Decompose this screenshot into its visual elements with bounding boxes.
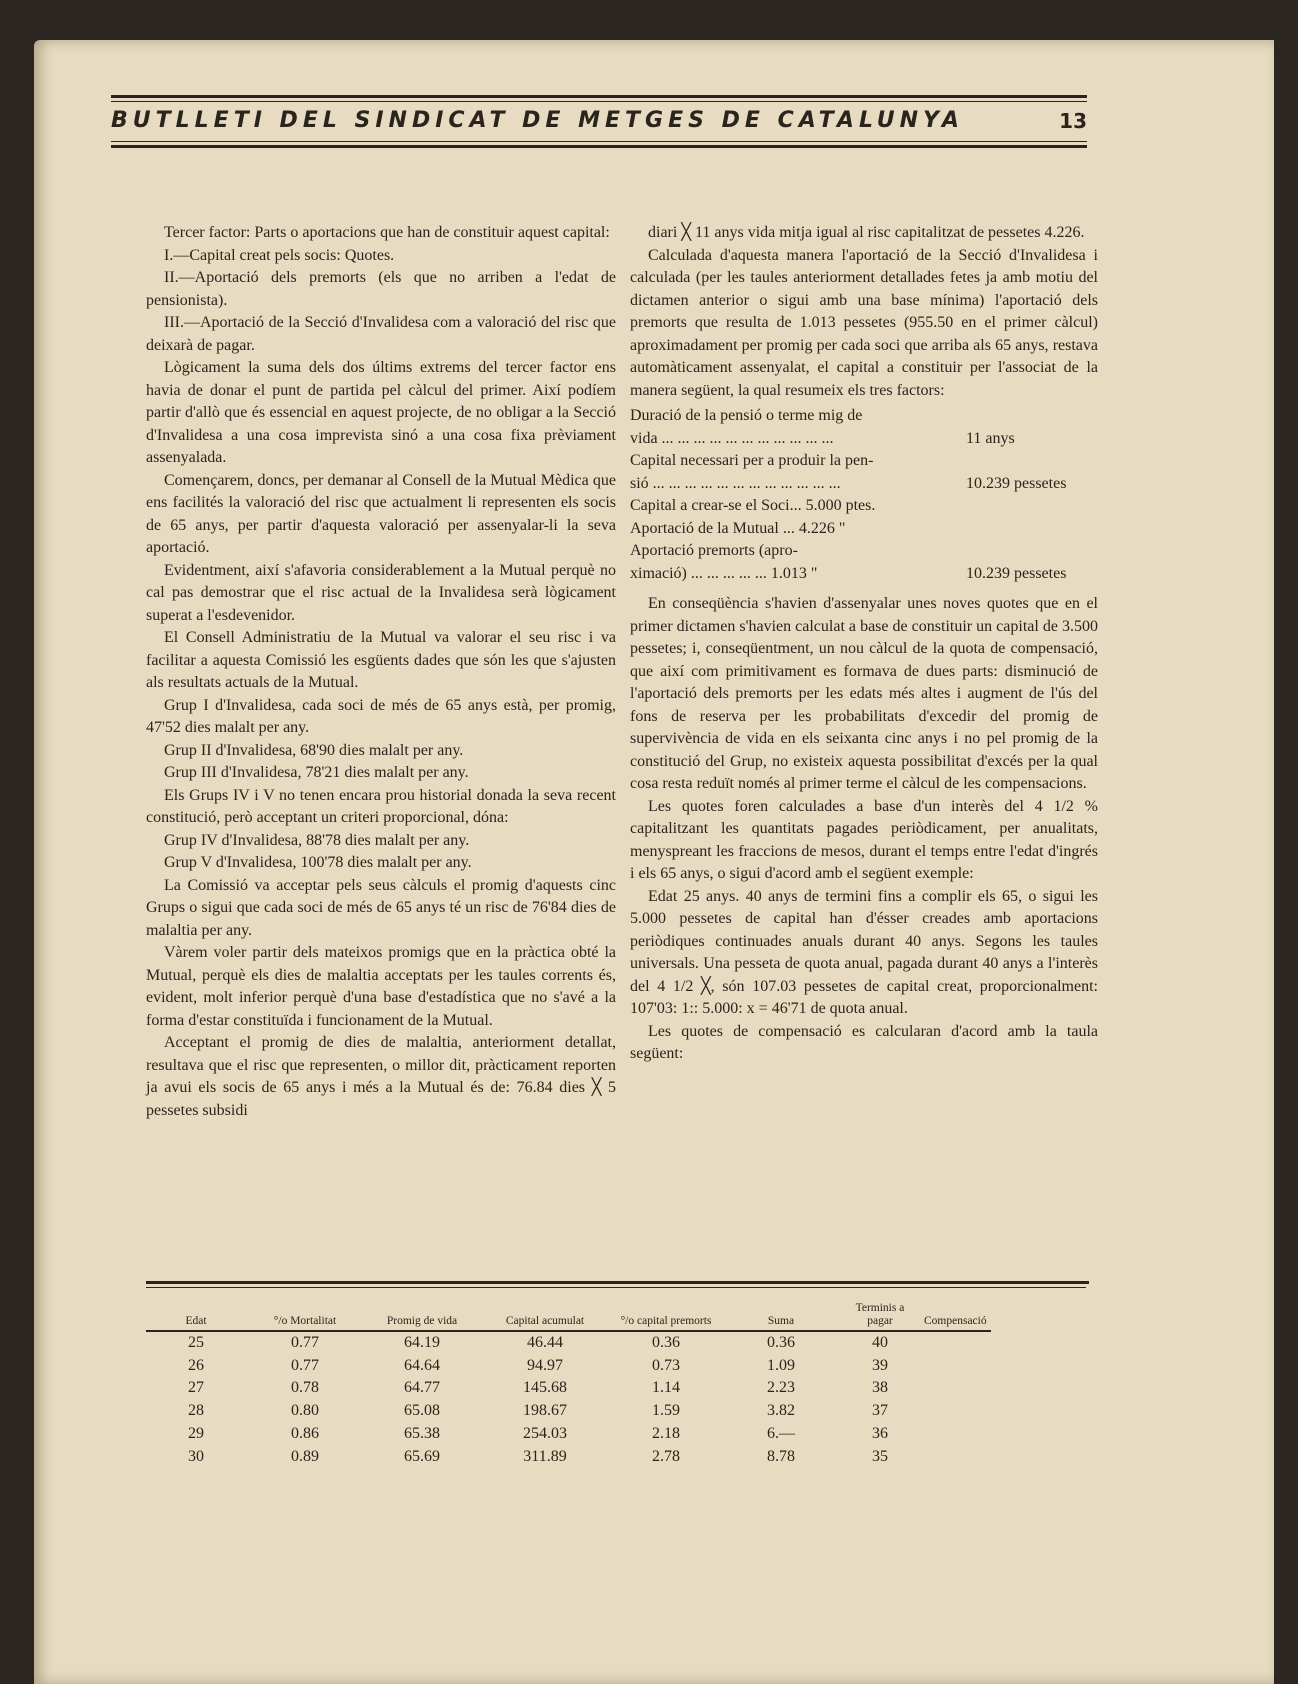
table-cell: 1.14: [652, 1379, 680, 1397]
table-cell: 94.97: [527, 1356, 563, 1374]
paragraph: Grup V d'Invalidesa, 100'78 dies malalt per any.: [164, 854, 472, 871]
factor-label: Capital necessari per a produir la pen-: [630, 452, 874, 469]
table-cell: 145.68: [523, 1379, 567, 1397]
table-cell: 0.36: [767, 1334, 795, 1351]
table-cell: 2.23: [767, 1379, 795, 1397]
journal-title: BUTLLETI DEL SINDICAT DE METGES DE CATALUNYA: [111, 108, 964, 133]
table-cell: 254.03: [523, 1424, 567, 1442]
table-row: [146, 1377, 991, 1400]
table-cell: 0.89: [291, 1447, 319, 1465]
factor-value: [966, 495, 1098, 518]
paragraph: El Consell Administratiu de la Mutual va valorar el seu risc i va facilitar a aquesta Comissió les esgüents dades que són les que s'ajusten als resultats actuals de la Mutual.: [146, 629, 616, 691]
paragraph: Edat 25 anys. 40 anys de termini fins a complir els 65, o sigui les 5.000 pessetes de capital han d'ésser creades amb aportacions periòdiques continuades anuals durant 40 anys. Segons les taules universals. Una pesseta de quota anual, pagada durant 40 anys a l'interès del 4 1/2 ╳, són 107.03 pessetes de capital creat, proporcionalment: 107'03: 1:: 5.000: x = 46'71 de quota anual.: [630, 887, 1098, 1017]
paragraph: Grup II d'Invalidesa, 68'90 dies malalt per any.: [164, 741, 464, 759]
factor-label: ximació) ... ... ... ... ... 1.013 ": [630, 564, 818, 582]
table-cell: 0.77: [291, 1334, 319, 1351]
table-row: [146, 1423, 991, 1446]
factor-label: Aportació de la Mutual ... 4.226 ": [630, 519, 846, 537]
table-row: [146, 1331, 991, 1355]
table-cell: [920, 1400, 991, 1423]
paragraph: Grup IV d'Invalidesa, 88'78 dies malalt per any.: [164, 831, 470, 849]
factor-label: Duració de la pensió o terme mig de: [630, 407, 863, 424]
table-cell: 1.09: [767, 1356, 795, 1374]
table-cell: 35: [872, 1447, 888, 1465]
table-cell: [920, 1446, 991, 1469]
table-cell: 1.59: [652, 1402, 680, 1420]
table-cell: 29: [188, 1424, 204, 1442]
table-cell: 40: [872, 1334, 888, 1351]
table-row: [146, 1355, 991, 1378]
table-cell: 30: [188, 1447, 204, 1465]
table-rule-thin: [146, 1287, 1086, 1288]
table-cell: 64.77: [404, 1379, 440, 1397]
column-header: Suma: [722, 1302, 840, 1331]
table-cell: 65.38: [404, 1424, 440, 1442]
factor-value: [966, 450, 1098, 473]
table-cell: 65.08: [404, 1402, 440, 1420]
factor-value: [966, 518, 1098, 541]
factor-label: Aportació premorts (apro-: [630, 542, 798, 559]
paragraph: Les quotes de compensació es calcularan d'acord amb la taula següent:: [630, 1022, 1098, 1062]
paragraph: Calculada d'aquesta manera l'aportació de la Secció d'Invalidesa i calculada (per les taules anteriorment detallades fetes ja amb motiu del dictamen anterior o sigui amb una base mínima) l'aportació dels premorts que resulta de 1.013 pessetes (955.50 en el primer càlcul) aproximadament per promig per cada soci que arriba als 65 anys, restava automàticament assenyalat, el capital a constituir per l'associat de la manera següent, la qual resumeix els tres factors:: [630, 246, 1098, 399]
table-cell: 64.64: [404, 1356, 440, 1374]
paragraph: Els Grups IV i V no tenen encara prou historial donada la seva recent constitució, però acceptant un criteri proporcional, dóna:: [146, 786, 616, 826]
table-cell: 3.82: [767, 1402, 795, 1420]
factor-value: [966, 540, 1098, 563]
paragraph: I.—Capital creat pels socis: Quotes.: [164, 246, 395, 264]
table-cell: 0.80: [291, 1402, 319, 1420]
factor-value: 10.239 pessetes: [966, 564, 1067, 582]
table-cell: 0.36: [652, 1334, 680, 1351]
paragraph: Començarem, doncs, per demanar al Consell de la Mutual Mèdica que ens facilités la valoració del risc que actualment li representen els socis de 65 anys, per partir d'aquesta valoració per assenyalar-li la seva aportació.: [146, 471, 616, 556]
table-cell: 2.18: [652, 1424, 680, 1442]
paragraph: Les quotes foren calculades a base d'un interès del 4 1/2 % capitalitzant les quantitats pagades periòdicament, per anualitats, menyspreant les fraccions de mesos, durant el temps entre l'edat d'ingrés i els 65 anys, o sigui d'acord amb el següent exemple:: [630, 797, 1098, 882]
paragraph: Lògicament la suma dels dos últims extrems del tercer factor ens havia de donar el punt de partida pel càlcul del primer. Així podíem partir d'allò que és essencial en aquest projecte, de no obligar a la Secció d'Invalidesa a una cosa imprevista sinó a una cosa fixa prèviament assenyalada.: [146, 359, 616, 466]
column-header: Terminis a pagar: [840, 1302, 920, 1331]
table-rule: [146, 1281, 1089, 1284]
table-cell: 311.89: [523, 1447, 567, 1465]
table-cell: 37: [872, 1402, 888, 1420]
paragraph: Grup III d'Invalidesa, 78'21 dies malalt per any.: [164, 764, 469, 781]
header-rule-top: [111, 95, 1087, 98]
header-rule-bottom: [111, 145, 1087, 148]
paragraph: Tercer factor: Parts o aportacions que han de constituir aquest capital:: [164, 224, 610, 241]
table-cell: 0.78: [291, 1379, 319, 1397]
table-cell: [920, 1355, 991, 1378]
table-cell: 64.19: [404, 1334, 440, 1351]
header-rule-bottom-thin: [111, 141, 1087, 142]
table-cell: 28: [188, 1402, 204, 1420]
table-cell: [920, 1377, 991, 1400]
column-header: °/o capital premorts: [610, 1302, 722, 1331]
paragraph: Vàrem voler partir dels mateixos promigs que en la pràctica obté la Mutual, perquè els dies de malaltia acceptats per les taules corrents és, evident, molt inferior perquè d'una base d'estadística que no s'avé a la forma d'estar constituïda i funcionament de la Mutual.: [146, 944, 616, 1029]
table-cell: 198.67: [523, 1402, 567, 1420]
table-cell: 0.86: [291, 1424, 319, 1442]
paragraph: Evidentment, així s'afavoria considerablement a la Mutual perquè no cal pas demostrar que el risc actual de la Invalidesa serà lògicament superat a l'esdevenidor.: [146, 561, 616, 624]
paragraph: Acceptant el promig de dies de malaltia, anteriorment detallat, resultava que el risc que representen, o millor dit, pràcticament reporten ja avui els socis de 65 anys i més a la Mutual és de: 76.84 dies ╳ 5 pessetes subsidi: [146, 1034, 616, 1119]
page-number: 13: [1059, 108, 1087, 133]
column-header: Promig de vida: [364, 1302, 480, 1331]
factor-label: vida ... ... ... ... ... ... ... ... ... ... ...: [630, 429, 834, 447]
table-cell: 38: [872, 1379, 888, 1397]
table-cell: 26: [188, 1356, 204, 1374]
table-cell: 36: [872, 1424, 888, 1442]
column-header: Capital acumulat: [480, 1302, 610, 1331]
table-cell: 6.—: [767, 1424, 795, 1442]
paragraph: En conseqüència s'havien d'assenyalar unes noves quotes que en el primer dictamen s'havien calculat a base de constituir un capital de 3.500 pessetes; i, conseqüentment, un nou càlcul de la quota de compensació, que així com primitivament es formava de dues parts: disminució de l'aportació dels premorts per les edats més altes i augment de l'ús del fons de reserva per les probabilitats d'excedir del promig de supervivència de vida en els seixanta cinc anys i no pel promig de la constitució del Grup, no existeix aquesta possibilitat d'excés per la qual cosa resta reduït només al primer terme el càlcul de les compensacions.: [630, 595, 1098, 792]
paragraph: Grup I d'Invalidesa, cada soci de més de 65 anys està, per promig, 47'52 dies malalt per any.: [146, 696, 616, 736]
table-cell: 8.78: [767, 1447, 795, 1465]
right-column: [630, 222, 1098, 1066]
table-row: [146, 1446, 991, 1469]
table-cell: 46.44: [527, 1334, 563, 1351]
factor-label: Capital a crear-se el Soci... 5.000 ptes.: [630, 497, 876, 514]
compensation-table-block: [146, 1281, 1086, 1468]
table-cell: [920, 1423, 991, 1446]
column-header: °/o Mortalitat: [246, 1302, 364, 1331]
table-cell: 65.69: [404, 1447, 440, 1465]
factor-value: [966, 405, 1098, 428]
compensation-table: [146, 1302, 991, 1468]
page-header: [111, 95, 1087, 148]
table-cell: [920, 1331, 991, 1355]
table-cell: 25: [188, 1334, 204, 1351]
table-cell: 2.78: [652, 1447, 680, 1465]
paragraph: La Comissió va acceptar pels seus càlculs el promig d'aquests cinc Grups o sigui que cada soci de més de 65 anys té un risc de 76'84 dies de malaltia per any.: [146, 876, 616, 939]
table-cell: 0.73: [652, 1356, 680, 1374]
paragraph: diari ╳ 11 anys vida mitja igual al risc capitalitzat de pessetes 4.226.: [648, 224, 1085, 241]
factors-summary: [630, 405, 1098, 585]
table-cell: 27: [188, 1379, 204, 1397]
table-cell: 39: [872, 1356, 888, 1374]
paragraph: III.—Aportació de la Secció d'Invalidesa com a valoració del risc que deixarà de pagar.: [146, 314, 616, 354]
table-row: [146, 1400, 991, 1423]
factor-value: 11 anys: [966, 429, 1015, 447]
factor-label: sió ... ... ... ... ... ... ... ... ... ... ... ...: [630, 474, 841, 492]
factor-value: 10.239 pessetes: [966, 474, 1067, 492]
column-header: Compensació: [920, 1302, 991, 1331]
left-column: [146, 222, 616, 1122]
table-cell: 0.77: [291, 1356, 319, 1374]
column-header: Edat: [146, 1302, 246, 1331]
paragraph: II.—Aportació dels premorts (els que no arriben a l'edat de pensionista).: [146, 269, 616, 309]
